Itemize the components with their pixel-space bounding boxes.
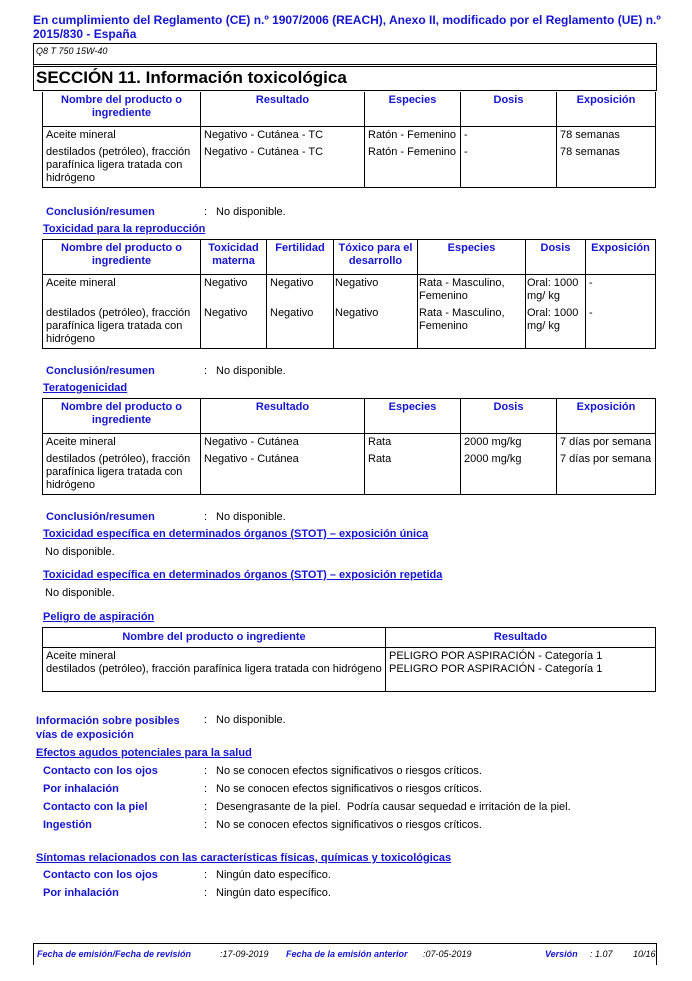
issue-date-value: :17-09-2019 xyxy=(220,949,269,959)
symptoms-inhalation-label: Por inhalación xyxy=(43,887,119,899)
cell-exposure: 78 semanas xyxy=(557,127,656,145)
stot-repeated-heading: Toxicidad específica en determinados órganos (STOT) – exposición repetida xyxy=(43,569,443,581)
section-title: SECCIÓN 11. Información toxicológica xyxy=(36,68,347,87)
cell-name: Aceite mineral xyxy=(43,434,201,452)
cell-dose: - xyxy=(461,127,557,145)
cell-developmental: Negativo xyxy=(334,305,418,349)
acute-skin-value: Desengrasante de la piel. Podría causar sequedad e irritación de la piel. xyxy=(216,801,571,813)
colon: : xyxy=(204,801,208,813)
product-name: Q8 T 750 15W-40 xyxy=(36,46,108,56)
acute-ingestion-value: No se conocen efectos significativos o riesgos críticos. xyxy=(216,819,482,831)
symptoms-inhalation-value: Ningún dato específico. xyxy=(216,887,331,899)
previous-date-label: Fecha de la emisión anterior xyxy=(286,949,408,959)
cell-exposure: - xyxy=(586,305,656,349)
cell-exposure: 7 días por semana xyxy=(557,434,656,452)
cell-species: Ratón - Femenino xyxy=(365,144,461,188)
conclusion-label: Conclusión/resumen xyxy=(46,511,155,523)
version-value: : 1.07 xyxy=(590,949,613,959)
cell-name: destilados (petróleo), fracción parafínica ligera tratada con hidrógeno xyxy=(43,305,201,349)
cell-names xyxy=(43,648,386,692)
colon: : xyxy=(204,869,208,881)
carcinogenicity-table xyxy=(42,92,656,188)
col-header-exposure: Exposición xyxy=(557,92,656,127)
exposure-routes-value: No disponible. xyxy=(216,714,286,726)
acute-inhalation-value: No se conocen efectos significativos o riesgos críticos. xyxy=(216,783,482,795)
col-header-result: Resultado xyxy=(201,92,365,127)
colon: : xyxy=(204,511,208,523)
cell-dose: 2000 mg/kg xyxy=(461,434,557,452)
col-header-name: Nombre del producto o ingrediente xyxy=(43,240,201,275)
conclusion-value: No disponible. xyxy=(216,365,286,377)
col-header-dose: Dosis xyxy=(526,240,586,275)
cell-maternal: Negativo xyxy=(201,305,267,349)
col-header-exposure: Exposición xyxy=(557,399,656,434)
col-header-fertility: Fertilidad xyxy=(267,240,334,275)
table-row xyxy=(43,434,656,452)
cell-results xyxy=(386,648,656,692)
col-header-result: Resultado xyxy=(201,399,365,434)
acute-skin-label: Contacto con la piel xyxy=(43,801,148,813)
colon: : xyxy=(204,714,208,726)
page-number: 10/16 xyxy=(633,949,656,959)
cell-exposure: - xyxy=(586,275,656,306)
version-label: Versión xyxy=(545,949,578,959)
cell-species: Rata xyxy=(365,451,461,495)
cell-name: destilados (petróleo), fracción parafínica ligera tratada con hidrógeno xyxy=(43,451,201,495)
ingredient-name: destilados (petróleo), fracción parafínica ligera tratada con hidrógeno xyxy=(46,663,382,675)
aspiration-result: PELIGRO POR ASPIRACIÓN - Categoría 1 xyxy=(389,650,603,662)
conclusion-label: Conclusión/resumen xyxy=(46,206,155,218)
colon: : xyxy=(204,819,208,831)
table-row xyxy=(43,648,656,692)
col-header-dose: Dosis xyxy=(461,92,557,127)
cell-species: Rata xyxy=(365,434,461,452)
acute-effects-heading: Efectos agudos potenciales para la salud xyxy=(36,747,252,759)
previous-date-value: :07-05-2019 xyxy=(423,949,472,959)
conclusion-label: Conclusión/resumen xyxy=(46,365,155,377)
colon: : xyxy=(204,365,208,377)
col-header-name: Nombre del producto o ingrediente xyxy=(43,399,201,434)
table-row xyxy=(43,127,656,145)
cell-exposure: 7 días por semana xyxy=(557,451,656,495)
aspiration-heading: Peligro de aspiración xyxy=(43,611,155,623)
table-row xyxy=(43,275,656,306)
colon: : xyxy=(204,783,208,795)
aspiration-result: PELIGRO POR ASPIRACIÓN - Categoría 1 xyxy=(389,663,603,675)
reproduction-heading: Toxicidad para la reproducción xyxy=(43,223,206,235)
col-header-dose: Dosis xyxy=(461,399,557,434)
cell-dose: Oral: 1000 mg/ kg xyxy=(526,275,586,306)
table-row xyxy=(43,305,656,349)
col-header-result: Resultado xyxy=(386,628,656,648)
acute-ingestion-label: Ingestión xyxy=(43,819,92,831)
cell-species: Rata - Masculino, Femenino xyxy=(418,275,526,306)
exposure-routes-label: Información sobre posibles vías de exposición xyxy=(36,715,180,741)
cell-name: Aceite mineral xyxy=(43,275,201,306)
issue-date-label: Fecha de emisión/Fecha de revisión xyxy=(37,949,192,959)
cell-species: Ratón - Femenino xyxy=(365,127,461,145)
col-header-species: Especies xyxy=(418,240,526,275)
cell-dose: 2000 mg/kg xyxy=(461,451,557,495)
acute-inhalation-label: Por inhalación xyxy=(43,783,119,795)
cell-developmental: Negativo xyxy=(334,275,418,306)
symptoms-heading: Síntomas relacionados con las características físicas, químicas y toxicológicas xyxy=(36,852,452,864)
cell-result: Negativo - Cutánea - TC xyxy=(201,127,365,145)
stot-single-value: No disponible. xyxy=(45,546,115,558)
table-row xyxy=(43,144,656,188)
product-box xyxy=(33,43,657,64)
col-header-name: Nombre del producto o ingrediente xyxy=(43,92,201,127)
regulation-header: En cumplimiento del Reglamento (CE) n.º 1907/2006 (REACH), Anexo II, modificado por el Reglamento (UE) n.º 2015/830 - España xyxy=(33,13,661,41)
cell-maternal: Negativo xyxy=(201,275,267,306)
cell-species: Rata - Masculino, Femenino xyxy=(418,305,526,349)
col-header-developmental: Tóxico para el desarrollo xyxy=(334,240,418,275)
acute-eyes-value: No se conocen efectos significativos o riesgos críticos. xyxy=(216,765,482,777)
cell-name: destilados (petróleo), fracción parafínica ligera tratada con hidrógeno xyxy=(43,144,201,188)
col-header-exposure: Exposición xyxy=(586,240,656,275)
table-row xyxy=(43,451,656,495)
stot-repeated-value: No disponible. xyxy=(45,587,115,599)
reproduction-table xyxy=(42,239,656,349)
colon: : xyxy=(204,206,208,218)
symptoms-eyes-value: Ningún dato específico. xyxy=(216,869,331,881)
teratogenicity-table xyxy=(42,398,656,495)
cell-fertility: Negativo xyxy=(267,275,334,306)
colon: : xyxy=(204,887,208,899)
acute-eyes-label: Contacto con los ojos xyxy=(43,765,158,777)
col-header-maternal: Toxicidad materna xyxy=(201,240,267,275)
cell-name: Aceite mineral xyxy=(43,127,201,145)
cell-result: Negativo - Cutánea xyxy=(201,451,365,495)
col-header-name: Nombre del producto o ingrediente xyxy=(43,628,386,648)
cell-exposure: 78 semanas xyxy=(557,144,656,188)
col-header-species: Especies xyxy=(365,92,461,127)
conclusion-value: No disponible. xyxy=(216,511,286,523)
col-header-species: Especies xyxy=(365,399,461,434)
cell-result: Negativo - Cutánea - TC xyxy=(201,144,365,188)
ingredient-name: Aceite mineral xyxy=(46,650,116,662)
cell-dose: Oral: 1000 mg/ kg xyxy=(526,305,586,349)
stot-single-heading: Toxicidad específica en determinados órganos (STOT) – exposición única xyxy=(43,528,429,540)
cell-fertility: Negativo xyxy=(267,305,334,349)
cell-result: Negativo - Cutánea xyxy=(201,434,365,452)
colon: : xyxy=(204,765,208,777)
teratogenicity-heading: Teratogenicidad xyxy=(43,382,128,394)
conclusion-value: No disponible. xyxy=(216,206,286,218)
aspiration-table xyxy=(42,627,656,692)
symptoms-eyes-label: Contacto con los ojos xyxy=(43,869,158,881)
cell-dose: - xyxy=(461,144,557,188)
